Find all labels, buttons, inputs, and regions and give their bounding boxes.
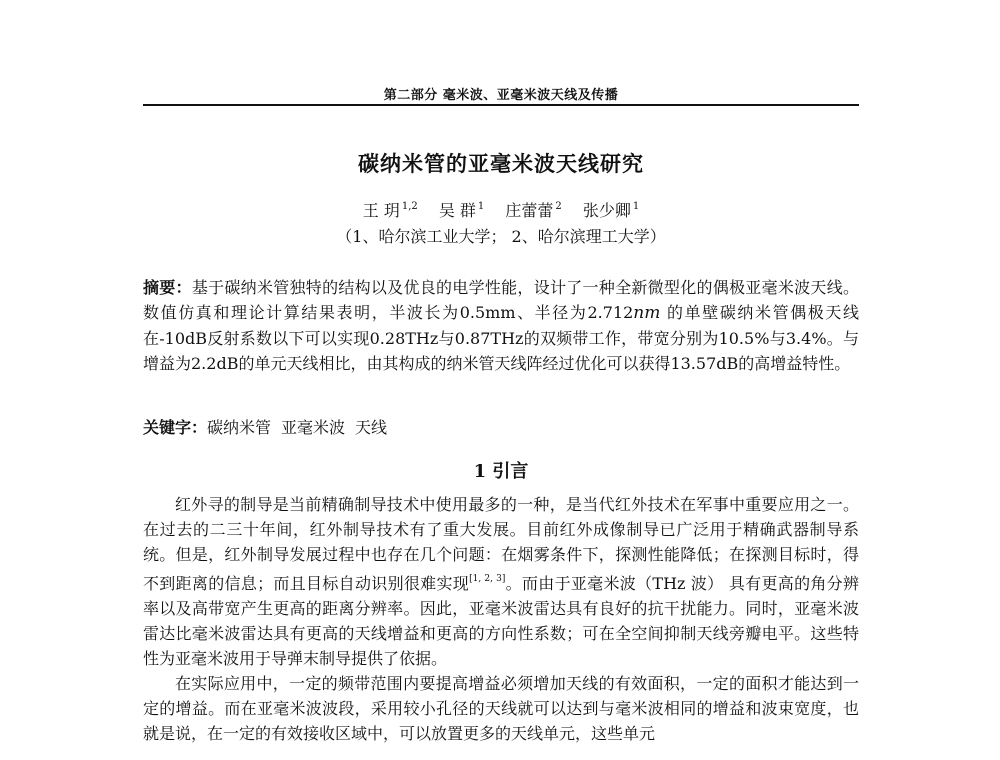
paragraph: 红外寻的制导是当前精确制导技术中使用最多的一种，是当代红外技术在军事中重要应用之一。在过去的二三十年间，红外制导技术有了重大发展。目前红外成像制导已广泛用于精确武器制导系统。但是，红外制导发展过程中也存在几个问题：在烟雾条件下，探测性能降低；在探测目标时，得不到距离的信息；而且目标自动识别很难实现[1, 2, 3]。而由于亚毫米波（THz 波） 具有更高的角分辨率以及高带宽产生更高的距离分辨率。因此，亚毫米波雷达具有良好的抗干扰能力。同时，亚毫米波雷达比毫米波雷达具有更高的天线增益和更高的方向性系数；可在全空间抑制天线旁瓣电平。这些特性为亚毫米波用于导弹末制导提供了依据。 bbox=[143, 495, 859, 668]
author: 王 玥 $^{1,2}$ bbox=[362, 201, 418, 220]
paper-title: 碳纳米管的亚毫米波天线研究 bbox=[358, 152, 644, 176]
keyword: 碳纳米管 bbox=[207, 418, 272, 437]
keyword: 亚毫米波 bbox=[281, 418, 346, 437]
keywords-label: 关键字： bbox=[143, 418, 208, 437]
section-number: 1 bbox=[473, 461, 487, 482]
citation: [1, 2, 3] bbox=[469, 574, 506, 584]
author: 庄蕾蕾 $^2$ bbox=[505, 201, 562, 220]
section-heading bbox=[143, 457, 859, 483]
header-rule bbox=[143, 104, 859, 106]
abstract-unit: nm bbox=[633, 303, 661, 323]
keyword: 天线 bbox=[355, 418, 388, 437]
introduction bbox=[143, 492, 859, 746]
paragraph: 在实际应用中，一定的频带范围内要提高增益必须增加天线的有效面积，一定的面积才能达到一定的增益。而在亚毫米波波段，采用较小孔径的天线就可以达到与毫米波相同的增益和波束宽度，也就是说，在一定的有效接收区域中，可以放置更多的天线单元，这些单元 bbox=[143, 674, 859, 743]
section-title: 引言 bbox=[492, 461, 529, 482]
author: 张少卿 $^1$ bbox=[582, 201, 640, 220]
running-header: 第二部分 毫米波、亚毫米波天线及传播 bbox=[383, 88, 619, 103]
keywords bbox=[143, 415, 859, 440]
abstract bbox=[143, 275, 859, 376]
abstract-text-cont: 的单壁碳纳米管偶极天线在-10dB反射系数以下可以实现0.28THz与0.87THz的双频带工作，带宽分别为10.5%与3.4%。与增益为2.2dB的单元天线相比，由其构成的纳米管天线阵经过优化可以获得13.57dB的高增益特性。 bbox=[143, 303, 859, 373]
author-list bbox=[143, 198, 859, 221]
affiliations: （1、哈尔滨工业大学； 2、哈尔滨理工大学） bbox=[336, 227, 666, 246]
author: 吴 群 $^1$ bbox=[438, 201, 485, 220]
abstract-text: 基于碳纳米管独特的结构以及优良的电学性能，设计了一种全新微型化的偶极亚毫米波天线。数值仿真和理论计算结果表明，半波长为0.5mm、半径为2.712 bbox=[143, 278, 859, 322]
abstract-label: 摘要： bbox=[143, 278, 192, 297]
